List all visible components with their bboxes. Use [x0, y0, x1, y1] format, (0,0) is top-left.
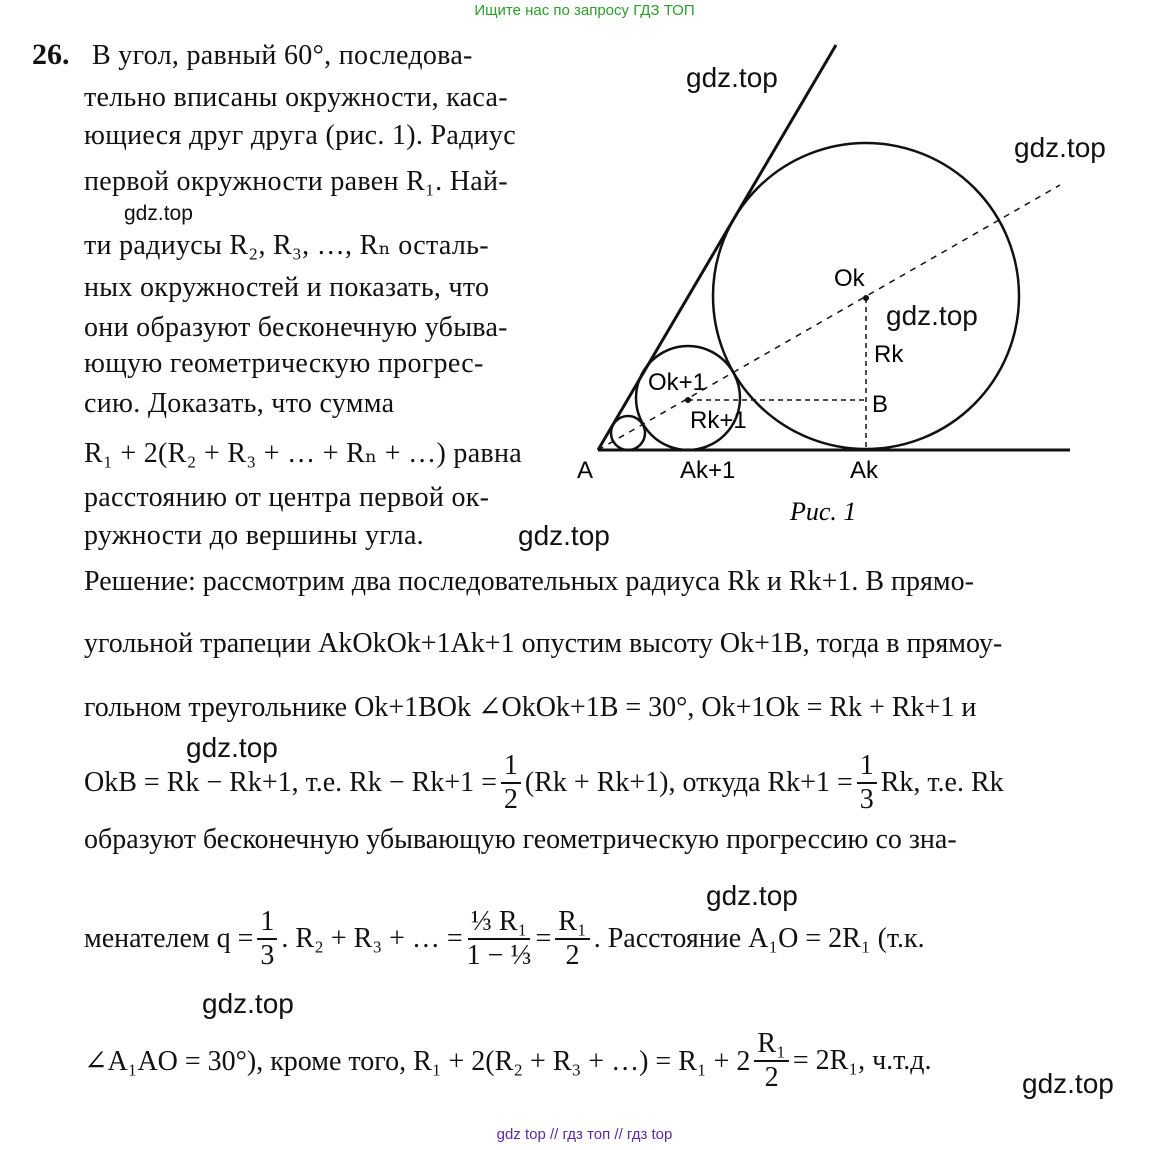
- problem-line-9: сию. Доказать, что сумма: [84, 388, 395, 419]
- frac-den: 2: [764, 1062, 779, 1093]
- label-ok1: Ok+1: [648, 369, 707, 396]
- frac-num: 1: [501, 752, 521, 784]
- figure-caption: Рис. 1: [790, 497, 857, 526]
- solution-line-6: [84, 908, 925, 970]
- frac-num: ⅓ R₁: [468, 908, 530, 940]
- fraction-r1-half-final: [754, 1030, 788, 1092]
- frac-den: 3: [859, 784, 874, 815]
- watermark: gdz.top: [518, 520, 610, 551]
- fraction-r1-half: [555, 908, 589, 970]
- problem-line-8: ющую геометрическую прогрес-: [84, 348, 484, 379]
- label-ak1: Ak+1: [680, 457, 736, 484]
- problem-line-5: ти радиусы R₂, R₃, …, Rₙ осталь-: [84, 230, 489, 261]
- sol-l7-part-a: ∠A₁AO = 30°), кроме того, R₁ + 2(R₂ + R₃ + …) = R₁ + 2: [84, 1046, 751, 1077]
- bottom-banner[interactable]: gdz top // гдз топ // гдз top: [496, 1126, 673, 1143]
- label-a: A: [577, 457, 594, 484]
- small-circle: [611, 416, 645, 450]
- label-ak: Ak: [850, 457, 879, 484]
- fraction-one-third: [857, 752, 877, 814]
- solution-line-5: образуют бесконечную убывающую геометрическую прогрессию со зна-: [84, 824, 957, 855]
- frac-num: R₁: [754, 1030, 788, 1062]
- label-rk: Rk: [874, 341, 904, 368]
- bisector-dashed-line: [598, 185, 1060, 450]
- problem-number: 26.: [32, 38, 70, 71]
- problem-line-10: R₁ + 2(R₂ + R₃ + … + Rₙ + …) равна: [84, 438, 522, 469]
- frac-den: 2: [565, 940, 580, 971]
- frac-den: 3: [260, 940, 275, 971]
- fraction-q: [257, 908, 277, 970]
- watermark: gdz.top: [202, 988, 294, 1019]
- watermark: gdz.top: [1022, 1068, 1114, 1099]
- frac-num: 1: [257, 908, 277, 940]
- frac-den: 2: [503, 784, 518, 815]
- fraction-series-sum: [467, 908, 532, 970]
- problem-line-4: первой окружности равен R₁. Най-: [84, 166, 508, 197]
- sol-l6-part-c: =: [535, 923, 552, 954]
- sol-l4-part-c: Rk, т.е. Rk: [880, 767, 1004, 798]
- watermark: gdz.top: [706, 880, 798, 911]
- solution-line-3: гольном треугольнике Ok+1BOk ∠OkOk+1B = 30°, Ok+1Ok = Rk + Rk+1 и: [84, 692, 977, 723]
- sol-l4-part-b: (Rk + Rk+1), откуда Rk+1 =: [524, 767, 853, 798]
- watermark: gdz.top: [686, 62, 778, 93]
- watermark: gdz.top: [186, 732, 278, 763]
- watermark: gdz.top: [1014, 132, 1106, 163]
- frac-num: 1: [857, 752, 877, 784]
- label-ok: Ok: [834, 265, 865, 292]
- watermark: gdz.top: [886, 300, 978, 331]
- sol-l6-part-d: . Расстояние A₁O = 2R₁ (т.к.: [593, 923, 925, 954]
- problem-line-1: В угол, равный 60°, последова-: [92, 40, 473, 71]
- problem-line-6: ных окружностей и показать, что: [84, 272, 490, 303]
- problem-line-2: тельно вписаны окружности, каса-: [84, 82, 508, 113]
- frac-num: R₁: [555, 908, 589, 940]
- fraction-one-half: [501, 752, 521, 814]
- solution-line-2: угольной трапеции AkOkOk+1Ak+1 опустим высоту Ok+1B, тогда в прямоу-: [84, 628, 1003, 659]
- figure-circles-in-angle: [560, 30, 1100, 530]
- sol-l6-part-b: . R₂ + R₃ + … =: [281, 923, 463, 954]
- sol-l7-part-b: = 2R₁, ч.т.д.: [792, 1045, 932, 1076]
- solution-line-7: [84, 1030, 932, 1092]
- center-ok-point: [863, 295, 869, 301]
- problem-line-7: они образуют бесконечную убыва-: [84, 312, 508, 343]
- watermark: gdz.top: [124, 202, 193, 225]
- sol-l6-part-a: менателем q =: [84, 923, 254, 954]
- top-banner[interactable]: Ищите нас по запросу ГДЗ ТОП: [474, 2, 695, 19]
- center-ok1-point: [685, 397, 691, 403]
- angle-slanted-line: [598, 45, 836, 450]
- label-rk1: Rk+1: [690, 407, 747, 434]
- problem-line-12: ружности до вершины угла.: [84, 520, 424, 551]
- solution-line-1: Решение: рассмотрим два последовательных радиуса Rk и Rk+1. В прямо-: [84, 566, 974, 597]
- frac-den: 1 − ⅓: [466, 940, 532, 971]
- sol-l4-part-a: OkB = Rk − Rk+1, т.е. Rk − Rk+1 =: [84, 767, 497, 798]
- label-b: B: [872, 391, 889, 418]
- problem-line-11: расстоянию от центра первой ок-: [84, 482, 490, 513]
- problem-line-3: ющиеся друг друга (рис. 1). Радиус: [84, 120, 516, 151]
